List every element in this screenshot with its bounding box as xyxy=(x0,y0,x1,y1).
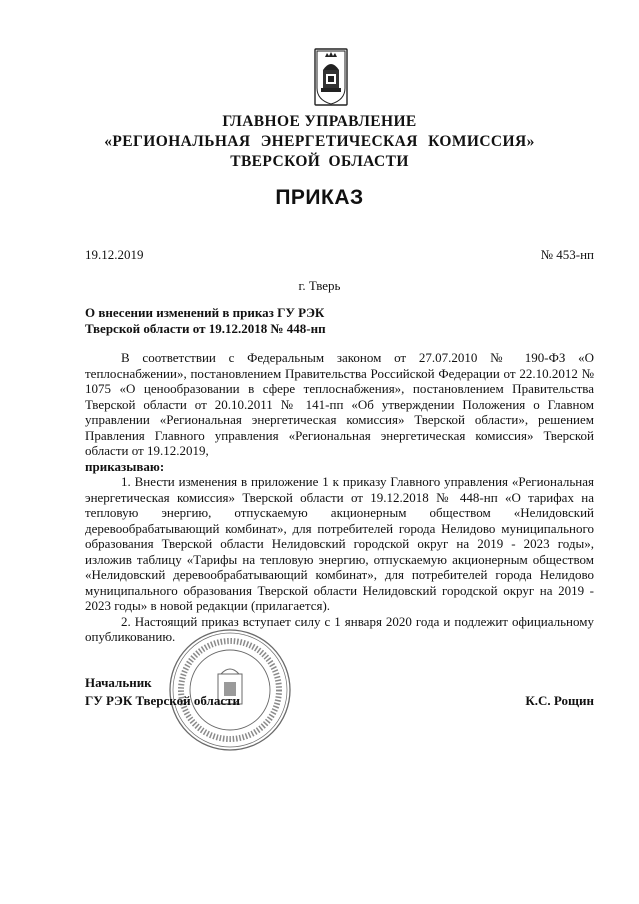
signatory-name: К.С. Рощин xyxy=(525,693,594,708)
signature-position-line-1: Начальник xyxy=(85,675,152,690)
document-title: ПРИКАЗ xyxy=(275,186,364,209)
orders-label: приказываю: xyxy=(85,458,165,474)
signature-position-line-2: ГУ РЭК Тверской области xyxy=(85,693,240,708)
subject-line-2: Тверской области от 19.12.2018 № 448-нп xyxy=(85,320,326,336)
document-subject xyxy=(85,305,385,336)
official-stamp xyxy=(168,628,292,752)
document-city: г. Тверь xyxy=(298,278,341,293)
preamble-paragraph: В соответствии с Федеральным законом от 27.07.2010 № 190-ФЗ «О теплоснабжении», постановлением Правительства Российской Федерации от 22.10.2012 № 1075 «О ценообразовании в сфере теплоснабжения», постановлением Правительства Тверской области от 20.10.2011 № 141-пп «Об утверждении Положения о Главном управлении «Региональная энергетическая комиссия» Тверской области», решением Правления Главного управления «Региональная энергетическая комиссия» Тверской области от 19.12.2019, xyxy=(85,350,594,458)
document-date: 19.12.2019 xyxy=(85,247,144,262)
subject-line-1: О внесении изменений в приказ ГУ РЭК xyxy=(85,305,325,320)
coat-of-arms-emblem xyxy=(314,48,348,106)
order-item-1: 1. Внести изменения в приложение 1 к приказу Главного управления «Региональная энергетическая комиссия» Тверской области от 19.12.2018 № 448-нп «О тарифах на тепловую энергию, отпускаемую акционерным обществом «Нелидовский деревообрабатывающий комбинат», для потребителей города Нелидово муниципального образования Тверской области Нелидовский городской округ на 2019 - 2023 годы», изложив таблицу «Тарифы на тепловую энергию, отпускаемую акционерным обществом «Нелидовский деревообрабатывающий комбинат», для потребителей города Нелидово муниципального образования Тверской области Нелидовский городской округ на 2019 - 2023 годы» в новой редакции (прилагается). xyxy=(85,474,594,613)
header-line-3: ТВЕРСКОЙ ОБЛАСТИ xyxy=(230,153,409,170)
order-item-2: 2. Настоящий приказ вступает силу с 1 января 2020 года и подлежит официальному опубликованию. xyxy=(85,613,594,644)
header-line-1: ГЛАВНОЕ УПРАВЛЕНИЕ xyxy=(222,113,417,130)
header-line-2: «РЕГИОНАЛЬНАЯ ЭНЕРГЕТИЧЕСКАЯ КОМИССИЯ» xyxy=(104,133,535,150)
document-number: № 453-нп xyxy=(540,247,594,262)
document-body xyxy=(85,350,594,645)
